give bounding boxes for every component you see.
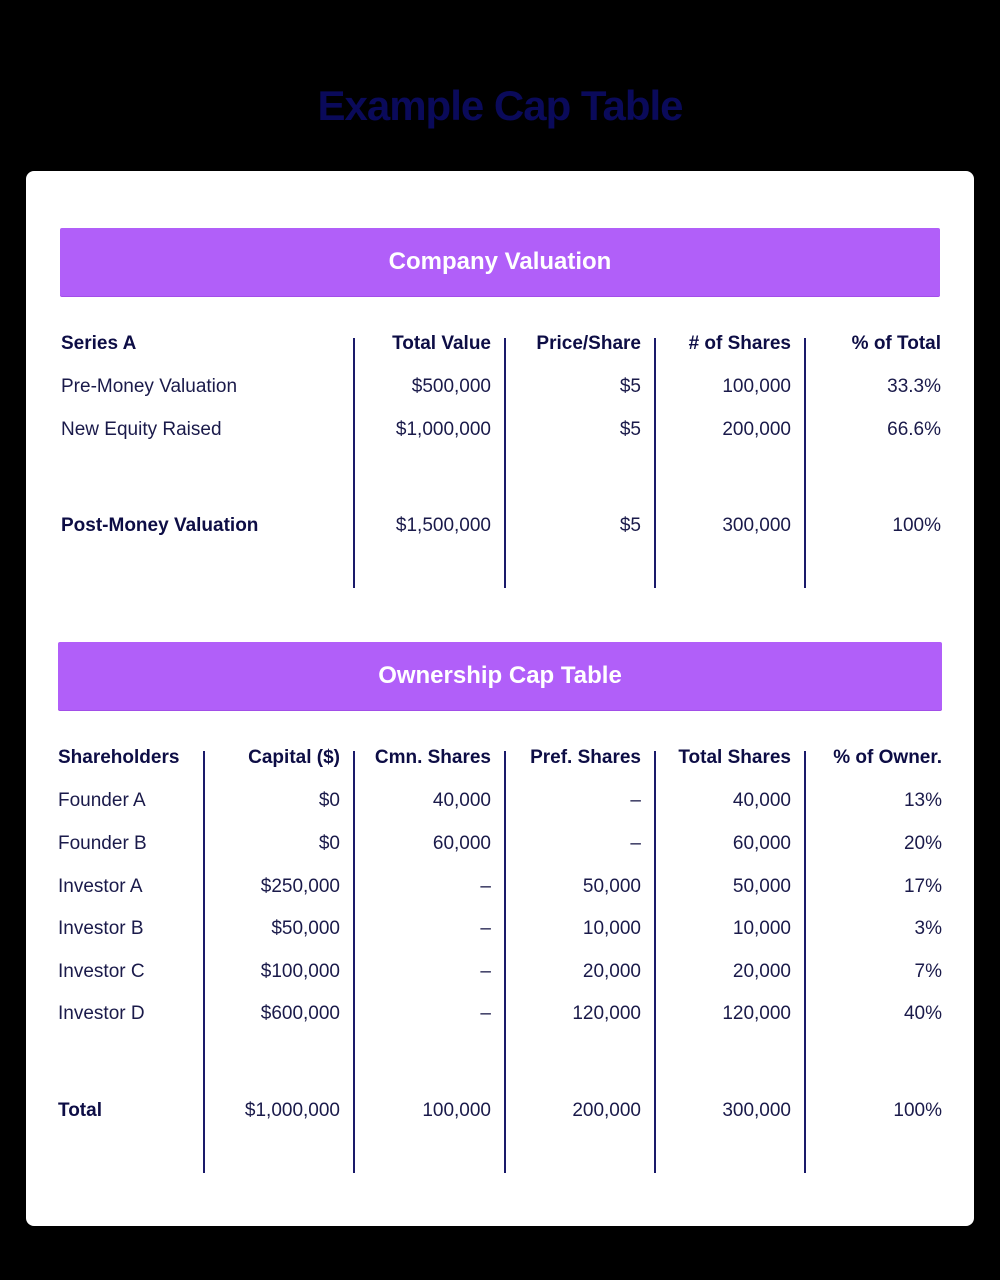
header-pct-total: % of Total	[851, 333, 941, 354]
shareholder-name: Investor A	[58, 876, 143, 897]
shareholder-total-shares: 10,000	[732, 918, 791, 939]
total-pct: 100%	[893, 1100, 942, 1121]
shareholder-total-shares: 60,000	[732, 833, 791, 854]
shareholder-capital: $50,000	[271, 918, 340, 939]
column-divider	[203, 751, 205, 1173]
shareholder-capital: $100,000	[260, 961, 340, 982]
row-price-share: $5	[619, 419, 641, 440]
shareholder-preferred: 20,000	[582, 961, 641, 982]
shareholder-capital: $0	[318, 833, 340, 854]
shareholder-capital: $0	[318, 790, 340, 811]
row-price-share: $5	[619, 376, 641, 397]
row-label: Pre-Money Valuation	[61, 376, 238, 397]
header-preferred-shares: Pref. Shares	[530, 747, 641, 768]
row-label: New Equity Raised	[61, 419, 222, 440]
row-pct-total: 66.6%	[887, 419, 941, 440]
total-price-share: $5	[619, 515, 641, 536]
shareholder-common: –	[480, 961, 491, 982]
shareholder-capital: $250,000	[260, 876, 340, 897]
row-total-value: $1,000,000	[395, 419, 491, 440]
header-capital: Capital ($)	[248, 747, 340, 768]
header-total-value: Total Value	[392, 333, 491, 354]
total-shares: 300,000	[722, 515, 791, 536]
row-total-value: $500,000	[411, 376, 491, 397]
shareholder-preferred: 120,000	[572, 1003, 641, 1024]
shareholder-preferred: 10,000	[582, 918, 641, 939]
total-total-value: $1,500,000	[395, 515, 491, 536]
shareholder-total-shares: 20,000	[732, 961, 791, 982]
shareholder-pct: 7%	[914, 961, 942, 982]
shareholder-common: 40,000	[432, 790, 491, 811]
shareholder-pct: 13%	[903, 790, 942, 811]
total-preferred: 200,000	[572, 1100, 641, 1121]
shareholder-name: Investor C	[58, 961, 145, 982]
cap-table-card	[26, 171, 974, 1226]
page-title: Example Cap Table	[317, 82, 683, 129]
shareholder-total-shares: 40,000	[732, 790, 791, 811]
company-valuation-banner: Company Valuation	[60, 228, 940, 296]
header-pct-ownership: % of Owner.	[833, 747, 942, 768]
total-pct-total: 100%	[892, 515, 941, 536]
shareholder-preferred: 50,000	[582, 876, 641, 897]
shareholder-name: Founder B	[58, 833, 147, 854]
shareholder-total-shares: 50,000	[732, 876, 791, 897]
shareholder-capital: $600,000	[260, 1003, 340, 1024]
shareholder-common: –	[480, 1003, 491, 1024]
row-shares: 200,000	[722, 419, 791, 440]
header-shareholders: Shareholders	[58, 747, 180, 768]
shareholder-name: Investor D	[58, 1003, 145, 1024]
shareholder-pct: 40%	[903, 1003, 942, 1024]
shareholder-preferred: –	[630, 790, 641, 811]
column-divider	[353, 751, 355, 1173]
total-capital: $1,000,000	[244, 1100, 340, 1121]
total-common: 100,000	[422, 1100, 491, 1121]
shareholder-name: Founder A	[58, 790, 146, 811]
shareholder-total-shares: 120,000	[722, 1003, 791, 1024]
shareholder-pct: 20%	[903, 833, 942, 854]
total-total-shares: 300,000	[722, 1100, 791, 1121]
header-series-a: Series A	[61, 333, 137, 354]
header-common-shares: Cmn. Shares	[374, 747, 491, 768]
column-divider	[353, 338, 355, 588]
header-num-shares: # of Shares	[688, 333, 791, 354]
shareholder-pct: 17%	[903, 876, 942, 897]
ownership-cap-table-banner: Ownership Cap Table	[58, 642, 942, 710]
row-shares: 100,000	[722, 376, 791, 397]
header-total-shares: Total Shares	[678, 747, 791, 768]
shareholder-pct: 3%	[914, 918, 942, 939]
header-price-share: Price/Share	[536, 333, 641, 354]
shareholder-common: –	[480, 876, 491, 897]
total-label: Total	[58, 1100, 102, 1121]
total-label: Post-Money Valuation	[61, 515, 259, 536]
row-pct-total: 33.3%	[887, 376, 941, 397]
shareholder-common: 60,000	[432, 833, 491, 854]
shareholder-common: –	[480, 918, 491, 939]
shareholder-name: Investor B	[58, 918, 144, 939]
shareholder-preferred: –	[630, 833, 641, 854]
